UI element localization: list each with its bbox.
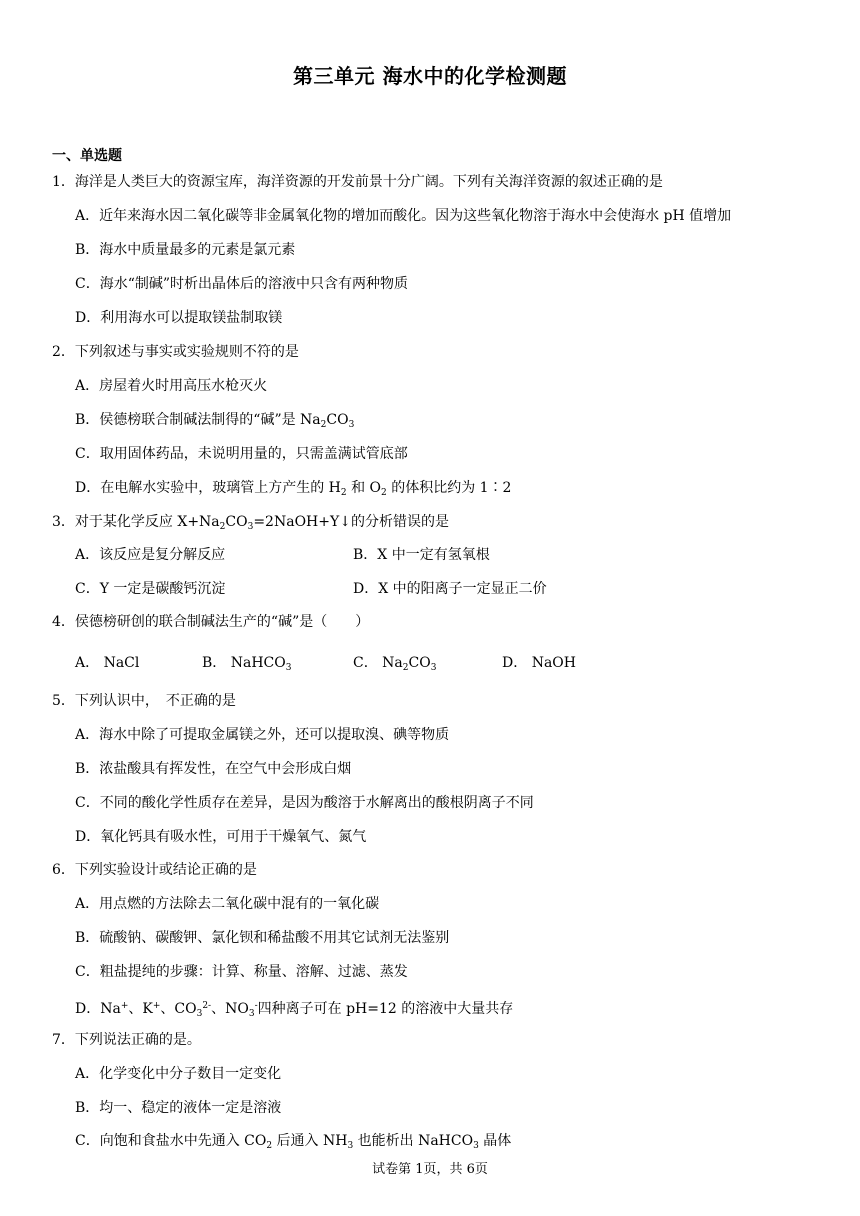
question-7-option-c: C．向饱和食盐水中先通入 $CO_2$ 后通入 $NH_3$ 也能析出 NaHCO$_3$ 晶体: [75, 1133, 512, 1151]
question-7-stem: 7．下列说法正确的是。: [52, 1032, 201, 1048]
page-footer: 试卷第 1页，共 6页: [372, 1162, 488, 1177]
question-6-option-d: D．Na+、K+、$CO_3^{2-}$、$NO_3^-$四种离子可在 pH=12 的溶液中大量共存: [75, 1001, 514, 1019]
question-4-stem: 4．侯德榜研创的联合制碱法生产的“碱”是（ ）: [52, 614, 370, 630]
question-5-option-c: C．不同的酸化学性质存在差异，是因为酸溶于水解离出的酸根阴离子不同: [75, 795, 534, 811]
question-2-stem: 2．下列叙述与事实或实验规则不符的是: [52, 344, 299, 360]
section-heading: 一、单选题: [52, 148, 122, 164]
page-title: 第三单元 海水中的化学检测题: [293, 64, 567, 88]
question-3-option-c: C．Y 一定是碳酸钙沉淀: [75, 581, 226, 597]
question-2-option-b: B．侯德榜联合制碱法制得的“碱”是 $Na_2CO_3$: [75, 412, 355, 430]
question-6-option-b: B．硫酸钠、碳酸钾、氯化钡和稀盐酸不用其它试剂无法鉴别: [75, 930, 450, 946]
question-1-option-a: A．近年来海水因二氧化碳等非金属氧化物的增加而酸化。因为这些氧化物溶于海水中会使海水 pH 值增加: [75, 208, 732, 224]
question-5-option-d: D．氧化钙具有吸水性，可用于干燥氧气、氮气: [75, 829, 367, 845]
question-2-option-c: C．取用固体药品，未说明用量的，只需盖满试管底部: [75, 446, 408, 462]
question-5-option-b: B．浓盐酸具有挥发性，在空气中会形成白烟: [75, 761, 352, 777]
question-2-option-d: D．在电解水实验中，玻璃管上方产生的 $H_2$ 和 $O_2$ 的体积比约为 1∶2: [75, 480, 512, 498]
question-1-option-b: B．海水中质量最多的元素是氯元素: [75, 242, 296, 258]
question-1-option-c: C．海水“制碱”时析出晶体后的溶液中只含有两种物质: [75, 276, 409, 292]
question-4-option-a: A． NaCl: [75, 655, 140, 671]
question-3-option-d: D．X 中的阳离子一定显正二价: [353, 581, 547, 597]
question-5-option-a: A．海水中除了可提取金属镁之外，还可以提取溴、碘等物质: [75, 727, 450, 743]
question-6-option-a: A．用点燃的方法除去二氧化碳中混有的一氧化碳: [75, 896, 380, 912]
question-2-option-a: A．房屋着火时用高压水枪灭火: [75, 378, 268, 394]
question-1-stem: 1．海洋是人类巨大的资源宝库，海洋资源的开发前景十分广阔。下列有关海洋资源的叙述正确的是: [52, 174, 663, 190]
question-7-option-b: B．均一、稳定的液体一定是溶液: [75, 1100, 282, 1116]
question-7-option-a: A．化学变化中分子数目一定变化: [75, 1066, 282, 1082]
question-3-option-a: A．该反应是复分解反应: [75, 547, 226, 563]
question-3-stem: 3．对于某化学反应 $X+Na_2CO_3=2NaOH+Y↓$的分析错误的是: [52, 514, 449, 532]
question-4-option-d: D． NaOH: [502, 655, 576, 671]
question-4-option-b: B． NaHCO$_3$: [202, 655, 292, 673]
question-6-stem: 6．下列实验设计或结论正确的是: [52, 862, 257, 878]
question-6-option-c: C．粗盐提纯的步骤：计算、称量、溶解、过滤、蒸发: [75, 964, 408, 980]
question-1-option-d: D．利用海水可以提取镁盐制取镁: [75, 310, 283, 326]
question-3-option-b: B．X 中一定有氢氧根: [353, 547, 490, 563]
question-5-stem: 5．下列认识中， 不正确的是: [52, 693, 236, 709]
question-4-option-c: C． $Na_2CO_3$: [353, 655, 437, 673]
